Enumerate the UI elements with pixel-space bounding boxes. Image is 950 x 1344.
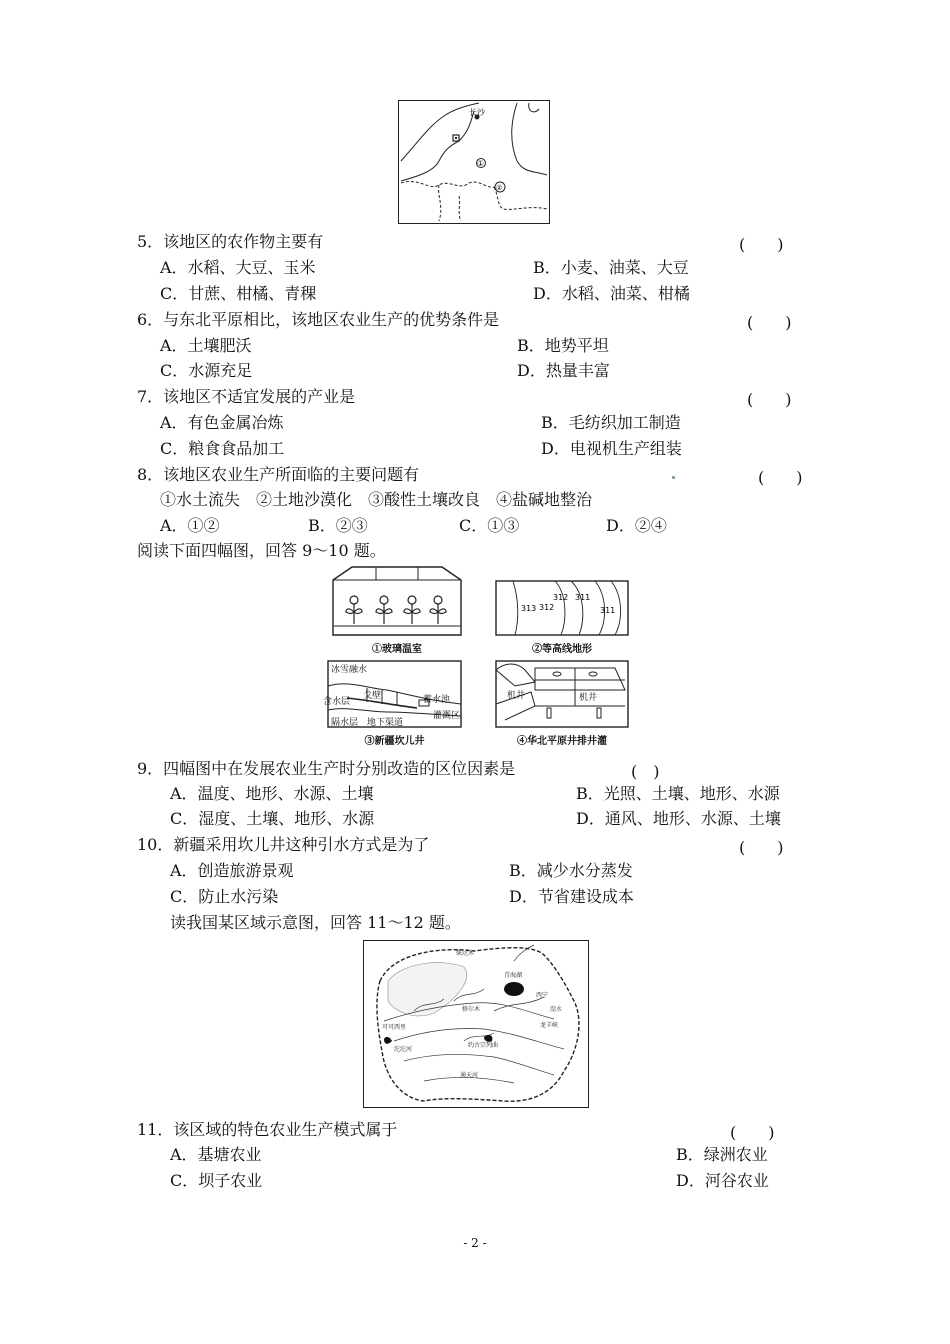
stray-dot bbox=[672, 476, 675, 479]
q5-option-b[interactable]: B．小麦、油菜、大豆 bbox=[533, 258, 689, 277]
region-map-2-drawing bbox=[364, 941, 588, 1107]
q5-answer-blank[interactable]: ( ) bbox=[739, 235, 784, 254]
map2-label-tuotuo: 沱沱河 bbox=[394, 1046, 413, 1053]
q11-option-c[interactable]: C．坝子农业 bbox=[170, 1171, 263, 1190]
fig4-caption: ④华北平原井排井灌 bbox=[517, 736, 607, 747]
wells-label-2: 机井 bbox=[579, 693, 598, 703]
q10-option-b[interactable]: B．减少水分蒸发 bbox=[509, 861, 633, 880]
region-map-1-drawing bbox=[399, 101, 549, 223]
q8-answer-blank[interactable]: ( ) bbox=[758, 468, 803, 487]
q10-option-a[interactable]: A．创造旅游景观 bbox=[170, 861, 294, 880]
contour-drawing bbox=[495, 580, 629, 636]
q10-answer-blank[interactable]: ( ) bbox=[739, 838, 784, 857]
fig1-caption: ①玻璃温室 bbox=[372, 644, 422, 655]
q11-option-b[interactable]: B．绿洲农业 bbox=[676, 1145, 768, 1164]
q6-answer-blank[interactable]: ( ) bbox=[747, 313, 792, 332]
q11-stem: 11．该区域的特色农业生产模式属于 bbox=[137, 1120, 398, 1139]
map2-label-yuegu: 约古宗列曲 bbox=[468, 1042, 499, 1049]
q9-answer-blank[interactable]: ( ) bbox=[631, 762, 660, 781]
q6-option-d[interactable]: D．热量丰富 bbox=[517, 361, 610, 380]
fig-wells bbox=[495, 660, 629, 728]
map2-label-qaidam: 柴达木 bbox=[456, 950, 475, 957]
karez-label-wall: 戈壁 bbox=[363, 691, 382, 701]
q5-stem: 5．该地区的农作物主要有 bbox=[137, 232, 324, 251]
q7-option-a[interactable]: A．有色金属冶炼 bbox=[160, 413, 284, 432]
q11-answer-blank[interactable]: ( ) bbox=[730, 1123, 775, 1142]
q9-stem: 9．四幅图中在发展农业生产时分别改造的区位因素是 bbox=[137, 759, 516, 778]
q7-option-d[interactable]: D．电视机生产组装 bbox=[541, 439, 682, 458]
contour-label-2: 312 bbox=[539, 603, 555, 612]
map2-label-tongtian: 通天河 bbox=[460, 1072, 479, 1079]
map1-city-label: 长沙 bbox=[469, 108, 485, 117]
q8-option-d[interactable]: D．②④ bbox=[606, 516, 667, 535]
fig3-caption: ③新疆坎儿井 bbox=[364, 736, 425, 747]
fig-karez bbox=[323, 660, 462, 728]
q5-option-d[interactable]: D．水稻、油菜、柑橘 bbox=[533, 284, 690, 303]
map2-label-huangshui: 湟水 bbox=[550, 1006, 563, 1013]
karez-label-imperv: 隔水层 bbox=[331, 718, 359, 728]
q10-option-d[interactable]: D．节省建设成本 bbox=[509, 887, 634, 906]
q7-option-c[interactable]: C．粮食食品加工 bbox=[160, 439, 285, 458]
q11-option-d[interactable]: D．河谷农业 bbox=[676, 1171, 769, 1190]
region-map-1 bbox=[398, 100, 550, 224]
karez-label-channel: 地下渠道 bbox=[367, 718, 404, 728]
region-map-2 bbox=[363, 940, 589, 1108]
q10-stem: 10．新疆采用坎儿井这种引水方式是为了 bbox=[137, 835, 430, 854]
fig-contour bbox=[495, 580, 629, 636]
fig-greenhouse bbox=[332, 566, 462, 636]
q7-stem: 7．该地区不适宜发展的产业是 bbox=[137, 387, 356, 406]
map2-label-qinghai-lake: 青海湖 bbox=[504, 972, 523, 979]
q9-option-c[interactable]: C．湿度、土壤、地形、水源 bbox=[170, 809, 375, 828]
contour-label-5: 311 bbox=[600, 606, 616, 615]
contour-label-1: 313 bbox=[521, 604, 537, 613]
map2-label-golmud: 格尔木 bbox=[462, 1006, 481, 1013]
q8-option-a[interactable]: A．①② bbox=[160, 516, 220, 535]
q6-option-b[interactable]: B．地势平坦 bbox=[517, 336, 609, 355]
map1-marker-2: ② bbox=[496, 184, 503, 192]
map2-label-longyangxia: 龙羊峡 bbox=[540, 1022, 559, 1029]
q8-stem: 8．该地区农业生产所面临的主要问题有 bbox=[137, 465, 420, 484]
karez-label-aquifer: 含水层 bbox=[323, 697, 351, 707]
q7-option-b[interactable]: B．毛纺织加工制造 bbox=[541, 413, 681, 432]
q7-answer-blank[interactable]: ( ) bbox=[747, 390, 792, 409]
karez-label-irrig: 灌溉区 bbox=[433, 711, 461, 721]
q6-stem: 6．与东北平原相比，该地区农业生产的优势条件是 bbox=[137, 310, 500, 329]
karez-label-pool: 蓄水池 bbox=[423, 695, 451, 705]
q6-option-c[interactable]: C．水源充足 bbox=[160, 361, 253, 380]
fig2-caption: ②等高线地形 bbox=[532, 644, 592, 655]
q5-option-a[interactable]: A．水稻、大豆、玉米 bbox=[160, 258, 316, 277]
q5-option-c[interactable]: C．甘蔗、柑橘、青稞 bbox=[160, 284, 317, 303]
q9-option-d[interactable]: D．通风、地形、水源、土壤 bbox=[576, 809, 781, 828]
contour-label-4: 311 bbox=[575, 593, 591, 602]
map1-marker-1: ① bbox=[477, 159, 485, 168]
q8-option-b[interactable]: B．②③ bbox=[308, 516, 368, 535]
q6-option-a[interactable]: A．土壤肥沃 bbox=[160, 336, 252, 355]
q8-choices: ①水土流失 ②土地沙漠化 ③酸性土壤改良 ④盐碱地整治 bbox=[160, 490, 593, 509]
map2-label-hoh-xil: 可可西里 bbox=[382, 1024, 407, 1031]
map2-label-xining: 西宁 bbox=[536, 992, 549, 999]
intro-9-10: 阅读下面四幅图，回答 9～10 题。 bbox=[137, 541, 386, 560]
page-number: - 2 - bbox=[463, 1236, 487, 1250]
q8-option-c[interactable]: C．①③ bbox=[459, 516, 520, 535]
q10-option-c[interactable]: C．防止水污染 bbox=[170, 887, 279, 906]
q9-option-b[interactable]: B．光照、土壤、地形、水源 bbox=[576, 784, 780, 803]
wells-label-1: 机井 bbox=[507, 691, 526, 701]
q11-option-a[interactable]: A．基塘农业 bbox=[170, 1145, 262, 1164]
karez-label-melt: 冰雪融水 bbox=[331, 665, 368, 675]
contour-label-3: 312 bbox=[553, 593, 569, 602]
q9-option-a[interactable]: A．温度、地形、水源、土壤 bbox=[170, 784, 374, 803]
intro-11-12: 读我国某区域示意图，回答 11～12 题。 bbox=[170, 913, 461, 932]
greenhouse-drawing bbox=[332, 566, 462, 636]
